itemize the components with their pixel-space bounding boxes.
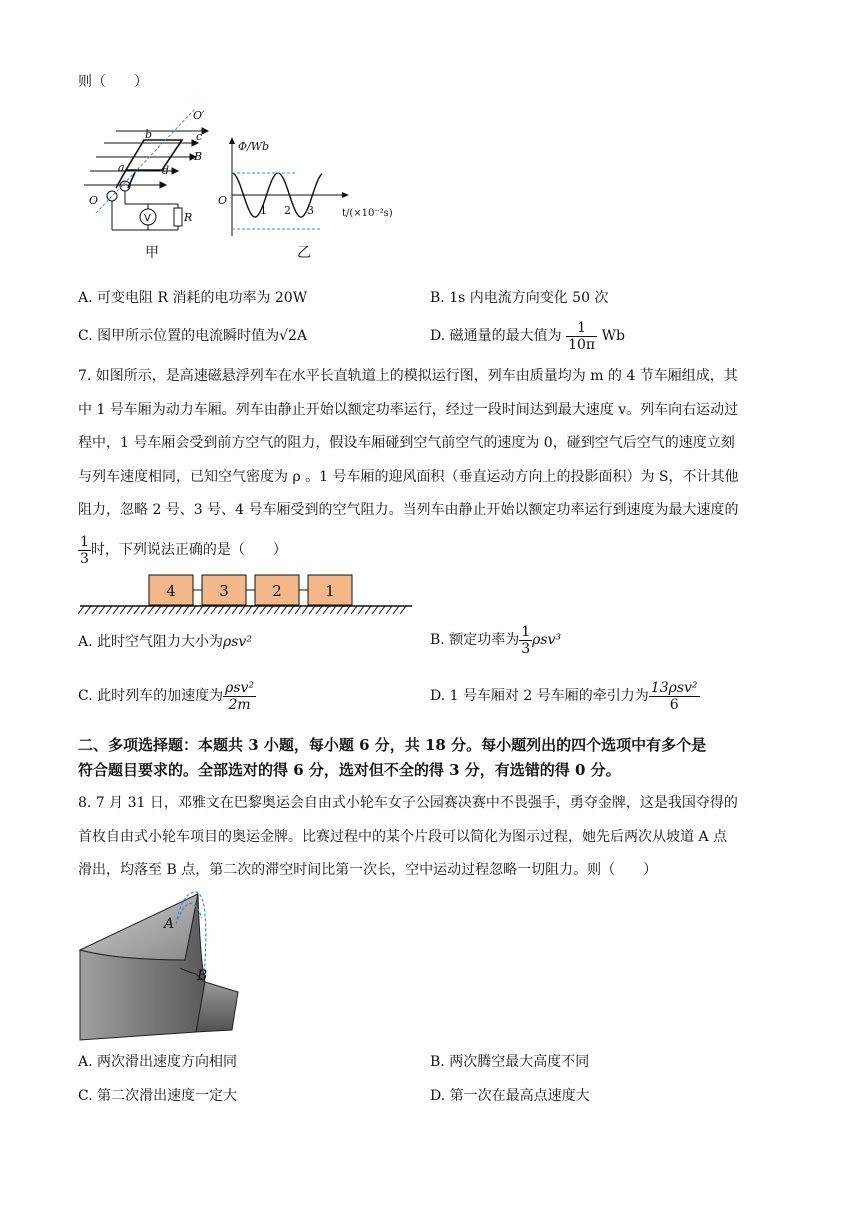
flux-graph: [212, 136, 402, 246]
label-V: V: [144, 213, 151, 224]
train-figure: [78, 572, 418, 617]
q6-option-d-prefix: D. 磁通量的最大值为: [430, 328, 562, 344]
label-b: b: [145, 128, 153, 141]
car-label-2: 2: [272, 582, 282, 600]
point-B-label: B: [197, 968, 208, 984]
q6-option-d-unit: Wb: [601, 328, 625, 344]
q7-option-d-prefix: D. 1 号车厢对 2 号车厢的牵引力为: [430, 688, 649, 704]
label-B: B: [194, 150, 203, 163]
q7-line1: 7. 如图所示，是高速磁悬浮列车在水平长直轨道上的模拟运行图，列车由质量均为 m 的 4 节车厢组成，其: [78, 368, 738, 384]
q7-option-b: [430, 620, 561, 660]
label-a: a: [118, 161, 125, 174]
q7-fraction: $\frac{1}{3}$: [80, 533, 89, 567]
section-2-heading: [78, 733, 788, 783]
point-A-label: A: [164, 916, 175, 932]
label-o: O: [89, 194, 99, 207]
car-label-3: 3: [219, 582, 229, 600]
q6-option-c-value: √2A: [279, 328, 308, 344]
q6-option-d-fraction: $\frac{1}{10\pi}$: [568, 319, 596, 353]
q7-option-b-expr: ρsv³: [532, 632, 562, 648]
ramp-figure: [78, 888, 243, 1043]
tick-3: 3: [307, 204, 314, 217]
label-c: c: [196, 130, 203, 143]
q7-stem: [78, 360, 783, 528]
q7-option-d: [430, 676, 700, 716]
q6-option-c-prefix: C. 图甲所示位置的电流瞬时值为: [78, 328, 280, 344]
section-2-line2: 符合题目要求的。全部选对的得 6 分，选对但不全的得 3 分，有选错的得 0 分。: [78, 761, 621, 779]
q6-option-d: [430, 316, 625, 356]
q8-line2: 首枚自由式小轮车项目的奥运金牌。比赛过程中的某个片段可以简化为图示过程，她先后两次从坡道 A 点: [78, 828, 728, 845]
q7-line4: 与列车速度相同，已知空气密度为 ρ 。1 号车厢的迎风面积（垂直运动方向上的投影面积）为 S，不计其他: [78, 468, 739, 485]
q7-line5: 阻力，忽略 2 号、3 号、4 号车厢受到的空气阻力。当列车由静止开始以额定功率运行到速度为最大速度的: [78, 502, 739, 518]
yaxis-label: Φ/Wb: [238, 140, 270, 153]
q8-line3: 滑出，均落至 B 点，第二次的滞空时间比第一次长，空中运动过程忽略一切阻力。则（ ）: [78, 862, 658, 878]
q7-option-b-prefix: B. 额定功率为: [430, 632, 520, 648]
xaxis-label: t/(×10⁻²s): [342, 208, 393, 219]
q8-option-a: A. 两次滑出速度方向相同: [78, 1054, 238, 1070]
q8-option-c: C. 第二次滑出速度一定大: [78, 1088, 238, 1104]
q7-line6-tail: 时，下列说法正确的是（ ）: [90, 542, 287, 558]
fig-left-caption: 甲: [145, 245, 159, 261]
q8-line1: 8. 7 月 31 日，邓雅文在巴黎奥运会自由式小轮车女子公园赛决赛中不畏强手，勇夺金牌，这是我国夺得的: [78, 795, 738, 811]
label-R: R: [184, 211, 193, 224]
tick-2: 2: [284, 204, 291, 217]
q7-line2: 中 1 号车厢为动力车厢。列车由静止开始以额定功率运行，经过一段时间达到最大速度 v。列车向右运动过: [78, 401, 739, 418]
label-d: d: [162, 164, 170, 177]
q6-option-b: B. 1s 内电流方向变化 50 次: [430, 290, 609, 306]
q7-line3: 程中，1 号车厢会受到前方空气的阻力，假设车厢碰到空气前空气的速度为 0，碰到空气后空气的速度立刻: [78, 435, 735, 451]
q6-option-c: [78, 326, 307, 346]
q7-option-c-fraction: $\frac{\text{ρsv²}}{2m}$: [225, 679, 255, 713]
q7-line6: [78, 530, 287, 570]
section-2-line1: 二、多项选择题：本题共 3 小题，每小题 6 分，共 18 分。每小题列出的四个选项中有多个是: [78, 736, 707, 754]
q7-option-a: [78, 632, 252, 652]
generator-figure: [82, 108, 232, 258]
q6-stem-tail: 则（ ）: [78, 74, 148, 90]
q7-option-c-prefix: C. 此时列车的加速度为: [78, 688, 224, 704]
q7-option-a-prefix: A. 此时空气阻力大小为: [78, 634, 224, 650]
fig-right-caption: 乙: [297, 245, 311, 261]
q7-option-a-expr: ρsv²: [223, 634, 252, 650]
q8-stem: [78, 787, 783, 888]
car-label-4: 4: [166, 582, 176, 600]
q8-option-d: D. 第一次在最高点速度大: [430, 1088, 590, 1104]
q8-option-b: B. 两次腾空最大高度不同: [430, 1054, 590, 1070]
car-label-1: 1: [325, 582, 335, 600]
q7-option-d-fraction: $\frac{\text{13ρsv²}}{6}$: [650, 679, 698, 713]
tick-1: 1: [260, 204, 267, 217]
label-o-prime: O′: [193, 109, 205, 122]
q6-option-a: A. 可变电阻 R 消耗的电功率为 20W: [78, 290, 308, 306]
q7-option-b-fraction: $\frac{1}{3}$: [521, 623, 531, 657]
origin-label: O: [218, 194, 228, 207]
q7-option-c: [78, 676, 256, 716]
